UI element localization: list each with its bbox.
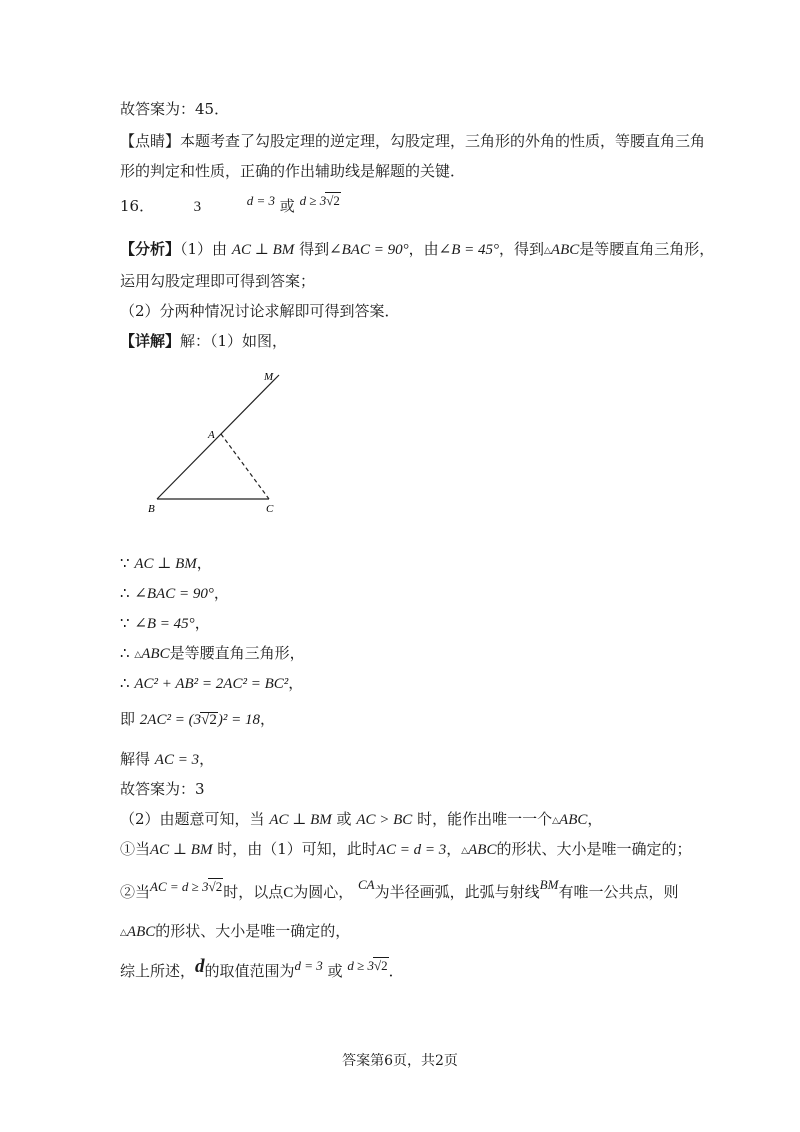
detail-text: 解：（1）如图， [180, 332, 288, 350]
comment-line-1 [120, 130, 705, 152]
therefore-symbol: ∴ [120, 644, 130, 662]
case-2-text-d: 为半径画弧，此弧与射线 [374, 883, 540, 901]
conclusion-text-b: 的取值范围为 [204, 962, 295, 980]
label-b: B [148, 503, 155, 515]
analysis-text-2: 得到 [299, 240, 330, 258]
triangle-icon: △ [134, 650, 142, 660]
step-6-end: ， [259, 710, 275, 728]
label-a: A [208, 429, 215, 441]
step-2 [120, 582, 229, 605]
step-6-pre: 即 [120, 710, 136, 728]
case-2-math-ca: CA [358, 877, 375, 892]
step-3-end: ， [194, 614, 210, 632]
conclusion-end: ． [388, 962, 404, 980]
analysis-text-1: （1）由 [180, 240, 228, 258]
step-7-end: ， [199, 750, 215, 768]
analysis-text-4: ，得到 [498, 240, 544, 258]
because-symbol: ∵ [120, 554, 130, 572]
step-7-math: AC = 3 [154, 752, 200, 768]
sqrt-radicand: √2 [201, 712, 217, 728]
analysis-math-angle-b: ∠B = 45° [438, 242, 499, 258]
triangle-icon: △ [544, 246, 551, 256]
step-5-math: AC² + AB² = 2AC² = BC² [134, 676, 289, 692]
case-1-text: 时，由（1）可知，此时 [217, 840, 377, 858]
step-3-math: ∠B = 45° [134, 616, 195, 632]
part2-line-3 [120, 874, 678, 904]
radicand: 2 [333, 193, 340, 208]
because-symbol: ∵ [120, 614, 130, 632]
analysis-tag: 【分析】 [120, 240, 181, 258]
case-2-math-bm: BM [539, 877, 559, 892]
analysis-text-5: 是等腰直角三角形， [579, 240, 715, 258]
step-1-math: AC ⊥ BM [134, 556, 197, 572]
step-4 [120, 642, 305, 666]
analysis-math-angle-bac: ∠BAC = 90° [329, 242, 409, 258]
case-1-label: ①当 [120, 840, 151, 858]
radicand: 2 [215, 879, 223, 894]
case-1-math-tri: ABC [468, 842, 497, 858]
p2-l4-tri: ABC [126, 924, 156, 940]
point-c: C [283, 885, 294, 901]
p2-math-perp: AC ⊥ BM [269, 812, 332, 828]
radicand: 2 [381, 958, 388, 973]
conclusion-text-a: 综上所述， [120, 962, 196, 980]
segment-ac-dashed [221, 434, 269, 499]
step-8: 故答案为：3 [120, 780, 205, 798]
step-3 [120, 612, 210, 635]
label-c: C [266, 503, 274, 515]
p2-l4-text: 的形状、大小是唯一确定的， [155, 922, 351, 940]
ray-bm [157, 375, 279, 499]
analysis-math-perp: AC ⊥ BM [231, 242, 295, 258]
therefore-symbol: ∴ [120, 584, 130, 602]
step-7 [120, 748, 214, 771]
part2-line-4 [120, 920, 350, 944]
analysis-line-2: 运用勾股定理即可得到答案； [120, 272, 316, 290]
sqrt-radicand: √2 [326, 193, 340, 208]
analysis-line-3: （2）分两种情况讨论求解即可得到答案． [120, 302, 400, 320]
case-2-text-c: 为圆心， [293, 883, 354, 901]
case-1-math-eq: AC = d = 3 [376, 842, 447, 858]
case-1-text-end: 的形状、大小是唯一确定的； [496, 840, 692, 858]
p2-end: ， [587, 810, 603, 828]
comment-line-2: 形的判定和性质，正确的作出辅助线是解题的关键． [120, 162, 466, 180]
conclusion-math-eq: d = 3 [294, 958, 323, 973]
step-4-text: 是等腰直角三角形， [169, 644, 305, 662]
case-1-math-perp: AC ⊥ BM [150, 842, 213, 858]
comment-text-1: 【点睛】本题考查了勾股定理的逆定理，勾股定理，三角形的外角的性质，等腰直角三角 [120, 132, 706, 150]
case-2-text-e: 有唯一公共点，则 [558, 883, 679, 901]
conclusion-or: 或 [327, 962, 343, 980]
p2-math-gt: AC > BC [356, 812, 413, 828]
question-16-answer [120, 190, 341, 218]
p2-math-tri: ABC [559, 812, 588, 828]
sqrt-radicand: √2 [208, 879, 223, 894]
conclusion-line [120, 955, 404, 982]
therefore-symbol: ∴ [120, 674, 130, 692]
answer-d-ge: d ≥ 3 [299, 193, 327, 208]
case-2-text-b: 时，以点 [223, 883, 284, 901]
step-1 [120, 552, 212, 575]
radicand: 2 [209, 712, 217, 728]
triangle-figure [140, 366, 300, 518]
analysis-text-3: ，由 [408, 240, 439, 258]
conclusion-math-ge: d ≥ 3 [347, 958, 375, 973]
step-5-end: ， [288, 674, 304, 692]
part2-line-2 [120, 838, 692, 862]
step-6-math-b: )² = 18 [217, 712, 260, 728]
detail-tag: 【详解】 [120, 332, 181, 350]
answer-d-eq: d = 3 [246, 193, 275, 208]
step-1-end: ， [196, 554, 212, 572]
step-7-pre: 解得 [120, 750, 151, 768]
sqrt-radicand: √2 [374, 958, 388, 973]
p2-or: 或 [336, 810, 352, 828]
step-4-math: ABC [141, 646, 170, 662]
answer-part1: 3 [193, 199, 202, 215]
triangle-icon: △ [120, 928, 127, 938]
detail-line [120, 330, 287, 352]
step-2-math: ∠BAC = 90° [134, 586, 214, 602]
answer-or: 或 [279, 197, 295, 215]
case-2-label: ②当 [120, 883, 151, 901]
step-5 [120, 672, 303, 695]
step-6 [120, 708, 275, 731]
triangle-icon: △ [461, 846, 469, 856]
part2-line-1 [120, 808, 602, 832]
conclusion-d: d [195, 956, 205, 977]
question-number: 16． [120, 197, 155, 215]
step-2-end: ， [213, 584, 229, 602]
case-2-math: AC = d ≥ 3 [150, 879, 209, 894]
triangle-icon: △ [552, 816, 560, 826]
p2-text-a: （2）由题意可知，当 [120, 810, 265, 828]
page-footer: 答案第6页，共2页 [342, 1053, 458, 1069]
step-6-math-a: 2AC² = (3 [139, 712, 202, 728]
case-1-comma: ， [446, 840, 462, 858]
analysis-line-1 [120, 238, 714, 262]
p2-text-b: 时，能作出唯一一个 [417, 810, 553, 828]
answer-45: 故答案为：45． [120, 100, 230, 118]
analysis-math-tri: ABC [550, 242, 580, 258]
label-m: M [264, 371, 274, 383]
